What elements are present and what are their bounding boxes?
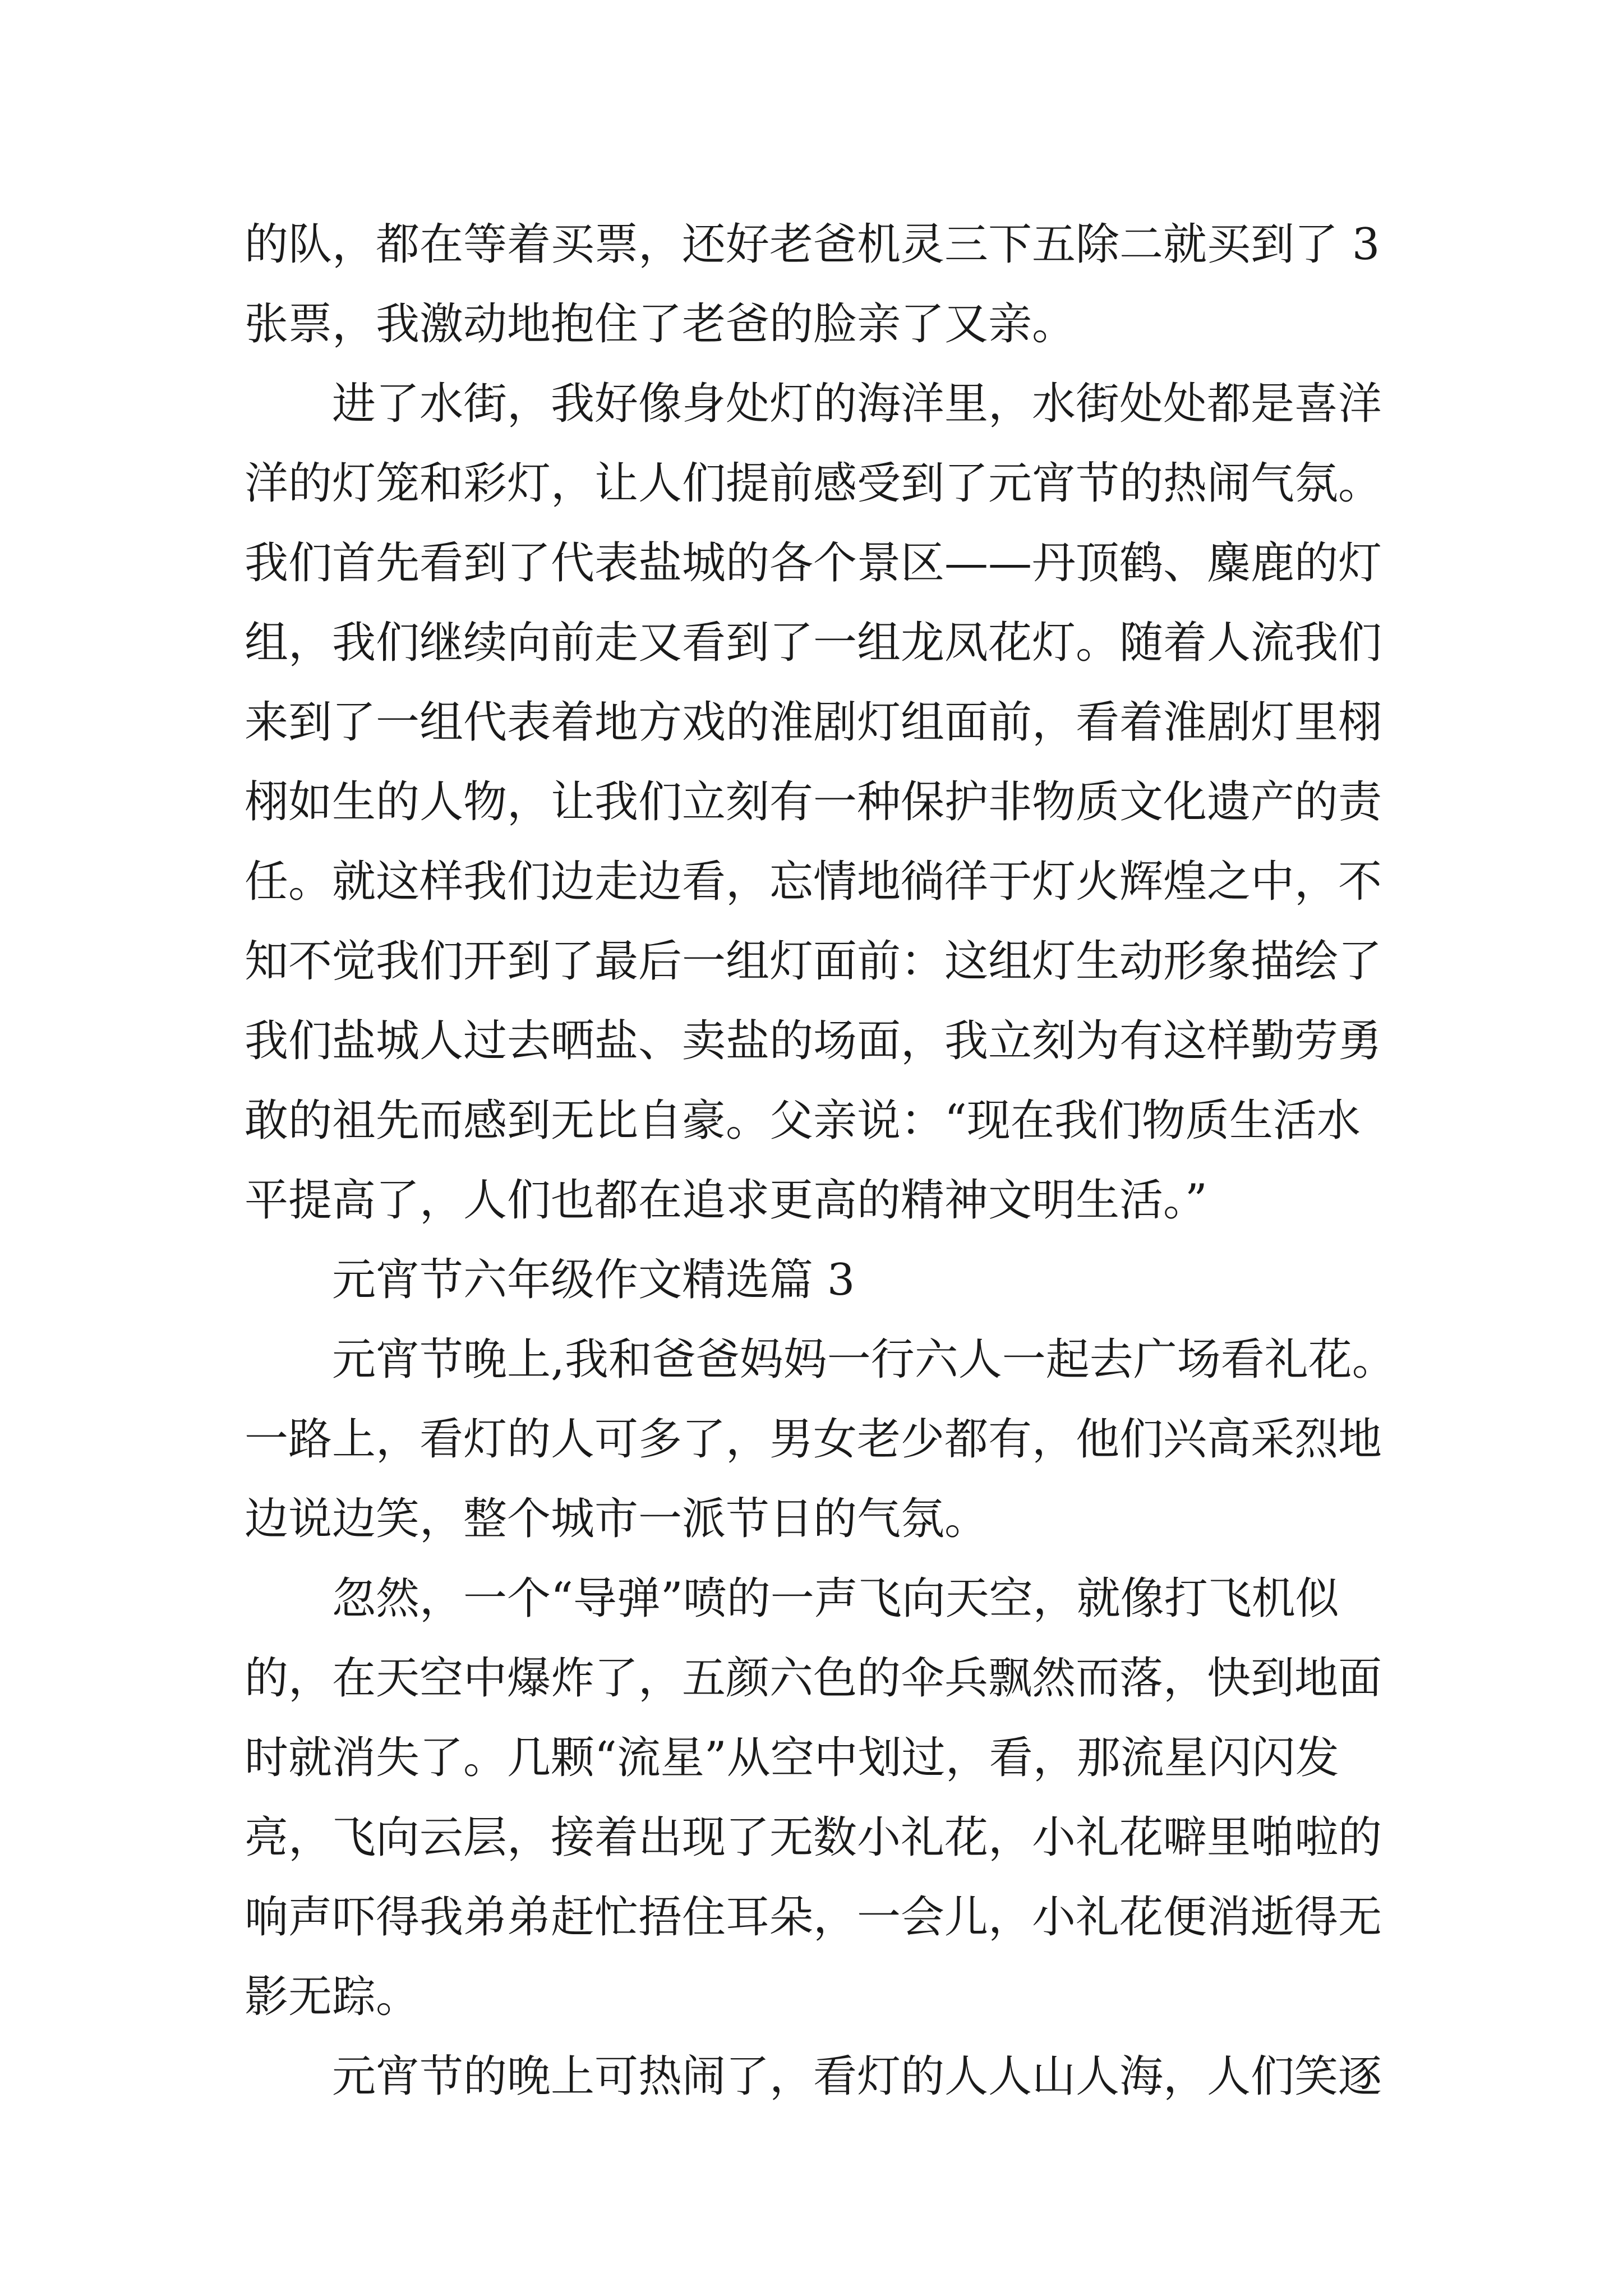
paragraph-start-line: 元宵节晚上,我和爸爸妈妈一行六人一起去广场看礼花。 xyxy=(332,1335,1396,1385)
text-line: 我们盐城人过去晒盐、卖盐的场面，我立刻为有这样勤劳勇 xyxy=(245,1016,1382,1066)
text-line: 边说边笑，整个城市一派节日的气氛。 xyxy=(245,1494,989,1544)
text-line: 张票，我激动地抱住了老爸的脸亲了又亲。 xyxy=(245,299,1076,349)
text-line: 时就消失了。几颗“流星”从空中划过，看，那流星闪闪发 xyxy=(245,1733,1339,1783)
text-line: 平提高了，人们也都在追求更高的精神文明生活。” xyxy=(245,1175,1207,1226)
text-line: 响声吓得我弟弟赶忙捂住耳朵，一会儿，小礼花便消逝得无 xyxy=(245,1892,1382,1943)
paragraph-start-line: 元宵节的晚上可热闹了，看灯的人人山人海，人们笑逐 xyxy=(332,2051,1382,2102)
paragraph-start-line: 忽然，一个“导弹”喷的一声飞向天空，就像打飞机似 xyxy=(332,1573,1339,1624)
document-body xyxy=(245,205,1400,2116)
text-line: 洋的灯笼和彩灯，让人们提前感受到了元宵节的热闹气氛。 xyxy=(245,458,1382,509)
text-line: 组，我们继续向前走又看到了一组龙凤花灯。随着人流我们 xyxy=(245,618,1382,668)
text-line: 知不觉我们开到了最后一组灯面前：这组灯生动形象描绘了 xyxy=(245,936,1382,987)
text-line: 的，在天空中爆炸了，五颜六色的伞兵飘然而落，快到地面 xyxy=(245,1653,1382,1704)
text-line: 亮，飞向云层，接着出现了无数小礼花，小礼花噼里啪啦的 xyxy=(245,1812,1382,1863)
text-line: 任。就这样我们边走边看，忘情地徜徉于灯火辉煌之中，不 xyxy=(245,857,1382,907)
text-line: 的队，都在等着买票，还好老爸机灵三下五除二就买到了 3 xyxy=(245,219,1380,270)
paragraph-start-line: 进了水街，我好像身处灯的海洋里，水街处处都是喜洋 xyxy=(332,379,1382,429)
text-line: 一路上，看灯的人可多了，男女老少都有，他们兴高采烈地 xyxy=(245,1414,1382,1465)
text-line: 栩如生的人物，让我们立刻有一种保护非物质文化遗产的责 xyxy=(245,777,1382,827)
text-line: 敢的祖先而感到无比自豪。父亲说：“现在我们物质生活水 xyxy=(245,1096,1361,1146)
section-heading: 元宵节六年级作文精选篇 3 xyxy=(332,1255,855,1305)
text-line: 来到了一组代表着地方戏的淮剧灯组面前，看着淮剧灯里栩 xyxy=(245,697,1382,748)
text-line: 影无踪。 xyxy=(245,1972,420,2022)
text-line: 我们首先看到了代表盐城的各个景区——丹顶鹤、麋鹿的灯 xyxy=(245,538,1382,588)
